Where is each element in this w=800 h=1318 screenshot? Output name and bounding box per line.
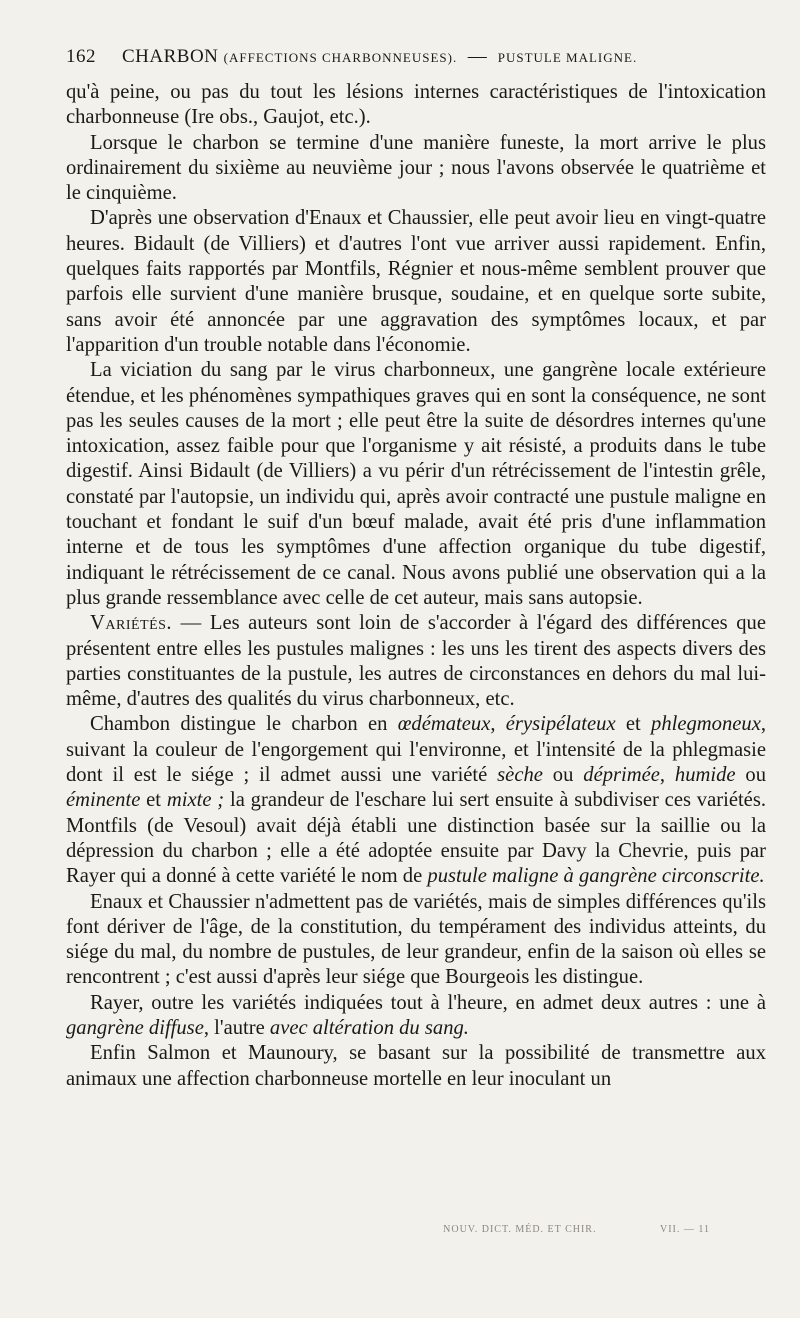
paragraph: qu'à peine, ou pas du tout les lésions internes caractéristiques de l'intoxication charbonneuse (Ire obs., Gaujot, etc.).	[66, 81, 766, 129]
paragraph: Enaux et Chaussier n'admettent pas de variétés, mais de simples différences qu'ils font dériver de l'âge, de la constitution, du tempérament des individus atteints, du siége du mal, du nombre de pustules, de leur grandeur, enfin de la saison où elles se rencontrent ; c'est aussi d'après leur siége que Bourgeois les distingue.	[66, 890, 766, 989]
header-title: CHARBON	[122, 46, 219, 67]
page-body	[66, 80, 766, 1092]
paragraph: Rayer, outre les variétés indiquées tout à l'heure, en admet deux autres : une à gangrène diffuse, l'autre avec altération du sang.	[66, 991, 766, 1039]
header-subtitle: (AFFECTIONS CHARBONNEUSES).	[223, 50, 458, 65]
header-section: PUSTULE MALIGNE.	[497, 50, 638, 65]
paragraph: Chambon distingue le charbon en œdémateux, érysipélateux et phlegmoneux, suivant la couleur de l'engorgement qui l'environne, et l'intensité de la phlegmasie dont il est le siége ; il admet aussi une variété sèche ou déprimée, humide ou éminente et mixte ; la grandeur de l'eschare lui sert ensuite à subdiviser ces variétés. Montfils (de Vesoul) avait déjà établi une distinction basée sur la saillie ou la dépression du charbon ; elle a été adoptée ensuite par Davy la Chevrie, puis par Rayer qui a donné à cette variété le nom de pustule maligne à gangrène circonscrite.	[66, 713, 767, 888]
footer-left: NOUV. DICT. MÉD. ET CHIR.	[443, 1224, 597, 1235]
page-number: 162	[66, 46, 96, 67]
footer-right: VII. — 11	[659, 1224, 710, 1235]
paragraph: Variétés. — Les auteurs sont loin de s'accorder à l'égard des différences que présentent entre elles les pustules malignes : les uns les tirent des aspects divers des parties constituantes de la pustule, les autres de circonstances en dehors du mal lui-même, d'autres des qualités du virus charbonneux, etc.	[66, 612, 766, 711]
header-dash: —	[467, 46, 488, 67]
paragraph: La viciation du sang par le virus charbonneux, une gangrène locale extérieure étendue, et les phénomènes sympathiques graves qui en sont la conséquence, ne sont pas les seules causes de la mort ; elle peut être la suite de désordres internes qu'une intoxication, assez faible pour que l'organisme y ait résisté, a produits dans le tube digestif. Ainsi Bidault (de Villiers) a vu périr d'un rétrécissement de l'intestin grêle, constaté par l'autopsie, un individu qui, après avoir contracté une pustule maligne en touchant et fondant le suif d'un bœuf malade, avait été pris d'une inflammation interne et de tous les symptômes d'une affection organique du tube digestif, indiquant le rétrécissement de ce canal. Nous avons publié une observation qui a la plus grande ressemblance avec celle de cet auteur, mais sans autopsie.	[66, 359, 766, 609]
paragraph: Lorsque le charbon se termine d'une manière funeste, la mort arrive le plus ordinairement du sixième au neuvième jour ; nous l'avons observée le quatrième et le cinquième.	[66, 131, 766, 205]
paragraph: D'après une observation d'Enaux et Chaussier, elle peut avoir lieu en vingt-quatre heures. Bidault (de Villiers) et d'autres l'ont vue arriver aussi rapidement. Enfin, quelques faits rapportés par Montfils, Régnier et nous-même semblent prouver que parfois elle survient d'une manière brusque, soudaine, et en quelque sorte subite, sans avoir été annoncée par une aggravation des symptômes locaux, et par l'apparition d'un trouble notable dans l'économie.	[66, 207, 766, 356]
paragraph: Enfin Salmon et Maunoury, se basant sur la possibilité de transmettre aux animaux une affection charbonneuse mortelle en leur inoculant un	[66, 1042, 766, 1090]
running-header	[66, 46, 766, 68]
printer-footer	[383, 1224, 710, 1235]
section-heading: Variétés.	[90, 612, 173, 635]
